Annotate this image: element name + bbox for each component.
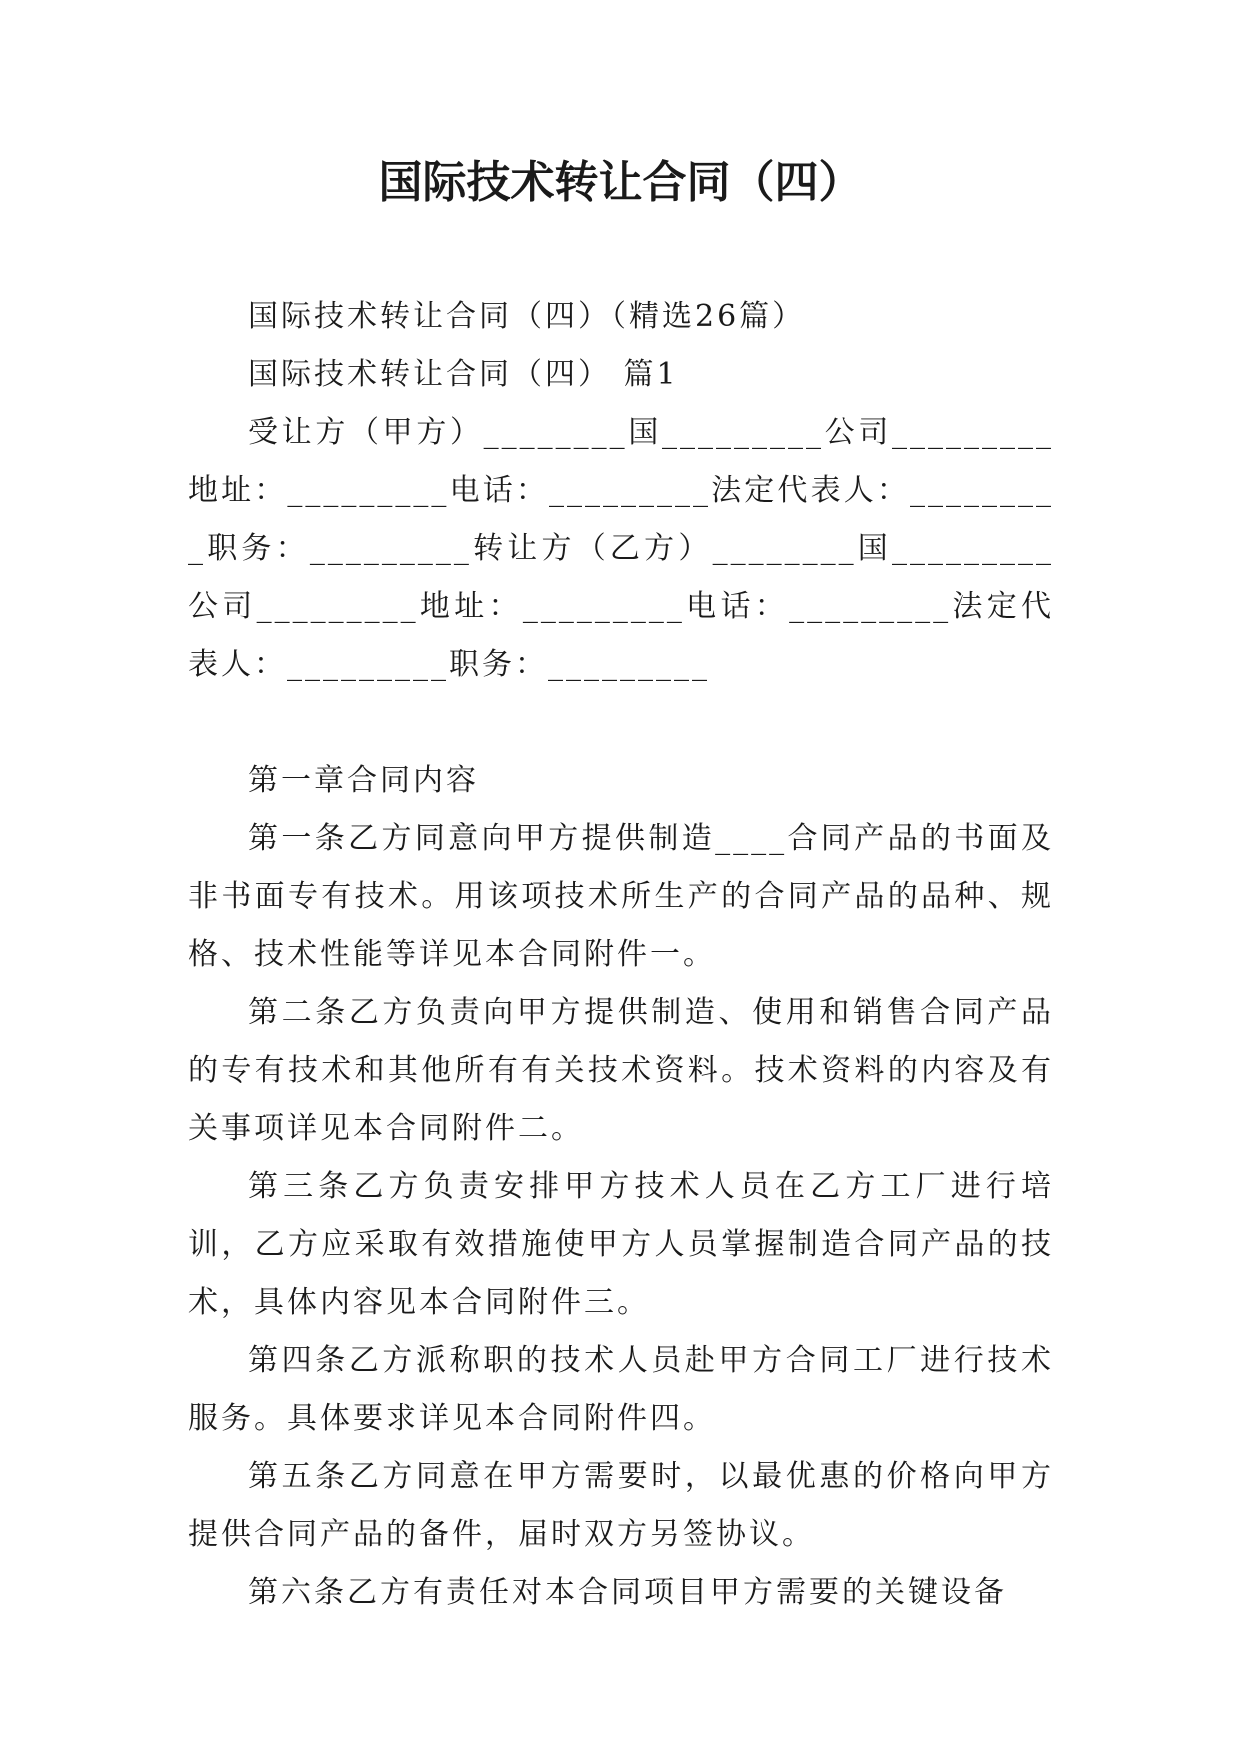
paragraph-article-2: 第二条乙方负责向甲方提供制造、使用和销售合同产品的专有技术和其他所有有关技术资料。技术资料的内容及有关事项详见本合同附件二。	[188, 995, 1054, 1146]
paragraph-section-heading: 国际技术转让合同（四） 篇1	[248, 357, 679, 392]
paragraph-article-6: 第六条乙方有责任对本合同项目甲方需要的关键设备	[248, 1575, 1007, 1610]
paragraph-article-3: 第三条乙方负责安排甲方技术人员在乙方工厂进行培训，乙方应采取有效措施使甲方人员掌握制造合同产品的技术，具体内容见本合同附件三。	[188, 1169, 1054, 1320]
paragraph-article-1: 第一条乙方同意向甲方提供制造____合同产品的书面及非书面专有技术。用该项技术所生产的合同产品的品种、规格、技术性能等详见本合同附件一。	[188, 821, 1054, 972]
paragraph-subtitle: 国际技术转让合同（四）（精选26篇）	[248, 299, 806, 334]
paragraph-article-4: 第四条乙方派称职的技术人员赴甲方合同工厂进行技术服务。具体要求详见本合同附件四。	[188, 1343, 1054, 1436]
paragraph-article-5: 第五条乙方同意在甲方需要时，以最优惠的价格向甲方提供合同产品的备件，届时双方另签协议。	[188, 1459, 1054, 1552]
paragraph-chapter-heading: 第一章合同内容	[248, 763, 479, 798]
paragraph-parties: 受让方（甲方）________国_________公司_________地址：_________电话：_________法定代表人：_________职务：_________转让方（乙方）________国_________公司_________地址：_________电话：_________法定代表人：_________职务：_________	[188, 415, 1054, 682]
document-body	[188, 288, 1054, 1622]
document-title: 国际技术转让合同（四）	[378, 157, 863, 208]
spacer	[188, 694, 1054, 752]
